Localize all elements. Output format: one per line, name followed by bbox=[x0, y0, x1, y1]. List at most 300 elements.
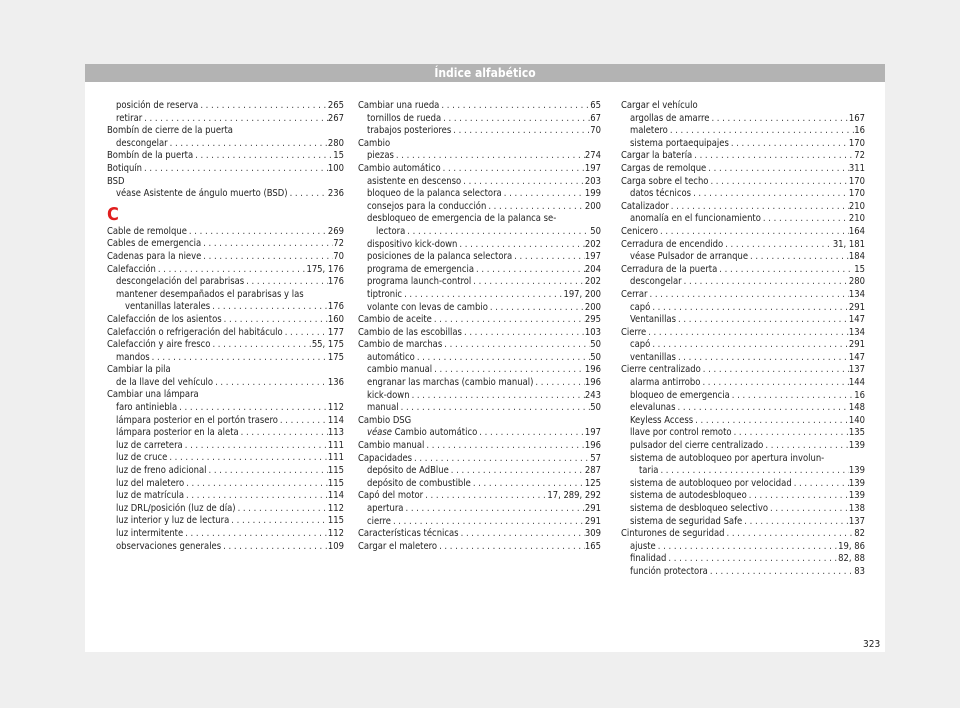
entry-pages: 115 bbox=[327, 515, 344, 527]
entry-term: función protectora bbox=[630, 565, 708, 577]
index-subentry bbox=[621, 339, 865, 352]
dot-leader bbox=[676, 352, 849, 365]
entry-term: véase Asistente de ángulo muerto (BSD) bbox=[116, 188, 288, 200]
dot-leader bbox=[474, 264, 585, 277]
entry-term: descongelación del parabrisas bbox=[116, 276, 245, 288]
entry-pages: 167 bbox=[848, 112, 865, 124]
dot-leader bbox=[171, 364, 344, 377]
dot-leader bbox=[650, 339, 849, 352]
dot-leader bbox=[556, 213, 601, 226]
entry-term: Keyless Access bbox=[630, 414, 694, 426]
entry-pages: 50 bbox=[590, 339, 601, 351]
dot-leader bbox=[441, 113, 590, 126]
dot-leader bbox=[201, 251, 333, 264]
index-subentry bbox=[107, 528, 344, 541]
dot-leader bbox=[432, 314, 585, 327]
entry-term: Calefacción o refrigeración del habitáculo bbox=[107, 326, 283, 338]
index-subentry bbox=[358, 352, 601, 365]
dot-leader bbox=[222, 314, 328, 327]
index-entry bbox=[621, 201, 865, 214]
index-subentry bbox=[107, 465, 344, 478]
entry-pages: 202 bbox=[584, 238, 601, 250]
dot-leader bbox=[451, 125, 590, 138]
entry-term: observaciones generales bbox=[116, 540, 222, 552]
dot-leader bbox=[459, 528, 585, 541]
index-column-1 bbox=[107, 100, 344, 553]
index-subentry bbox=[621, 440, 865, 453]
dot-leader bbox=[402, 289, 563, 302]
entry-term: Cambiar una lámpara bbox=[107, 389, 199, 401]
index-subentry bbox=[621, 314, 865, 327]
entry-pages: 113 bbox=[327, 427, 344, 439]
entry-pages: 200 bbox=[584, 301, 601, 313]
index-entry bbox=[107, 364, 344, 377]
entry-pages: 139 bbox=[848, 490, 865, 502]
index-subentry bbox=[621, 213, 865, 226]
dot-leader bbox=[669, 201, 849, 214]
index-entry bbox=[358, 528, 601, 541]
index-subentry bbox=[358, 364, 601, 377]
index-column-2 bbox=[358, 100, 601, 553]
entry-term: Cambio de marchas bbox=[358, 339, 443, 351]
entry-term: elevalunas bbox=[630, 402, 676, 414]
dot-leader bbox=[201, 238, 333, 251]
dot-leader bbox=[124, 176, 344, 189]
entry-term: Cambio de las escobillas bbox=[358, 326, 462, 338]
dot-leader bbox=[184, 490, 328, 503]
page-title: Índice alfabético bbox=[434, 66, 536, 80]
dot-leader bbox=[168, 138, 328, 151]
entry-term: Cambiar una rueda bbox=[358, 100, 440, 111]
index-subentry bbox=[107, 440, 344, 453]
index-subentry bbox=[358, 125, 601, 138]
index-subentry bbox=[621, 453, 865, 466]
index-subentry bbox=[107, 503, 344, 516]
dot-leader bbox=[477, 427, 585, 440]
entry-pages: 176 bbox=[327, 301, 344, 313]
dot-leader bbox=[233, 125, 344, 138]
entry-term: Bombín de cierre de la puerta bbox=[107, 125, 233, 137]
dot-leader bbox=[187, 226, 328, 239]
index-subentry bbox=[107, 541, 344, 554]
entry-pages: 291 bbox=[848, 339, 865, 351]
entry-term: luz interior y luz de lectura bbox=[116, 515, 230, 527]
page-number: 323 bbox=[863, 639, 881, 650]
entry-pages: 55, 175 bbox=[311, 339, 344, 351]
dot-leader bbox=[488, 302, 585, 315]
index-subentry bbox=[358, 516, 601, 529]
entry-pages: 291 bbox=[584, 515, 601, 527]
index-subentry bbox=[358, 302, 601, 315]
entry-term: Cerrar bbox=[621, 288, 648, 300]
entry-pages: 170 bbox=[848, 137, 865, 149]
index-entry bbox=[621, 528, 865, 541]
dot-leader bbox=[221, 541, 328, 554]
entry-term: programa de emergencia bbox=[367, 263, 474, 275]
entry-pages: 115 bbox=[327, 477, 344, 489]
index-subentry bbox=[621, 251, 865, 264]
entry-term: desbloqueo de emergencia de la palanca se- bbox=[367, 213, 557, 225]
index-subentry bbox=[358, 264, 601, 277]
dot-leader bbox=[486, 201, 585, 214]
entry-term: mantener desempañados el parabrisas y las bbox=[116, 288, 304, 300]
entry-term: piezas bbox=[367, 150, 394, 162]
entry-pages: 184 bbox=[848, 251, 865, 263]
entry-pages: 287 bbox=[584, 465, 601, 477]
entry-term: lectora bbox=[376, 225, 406, 237]
entry-pages: 197 bbox=[584, 427, 601, 439]
entry-pages: 50 bbox=[590, 225, 601, 237]
index-subentry bbox=[107, 138, 344, 151]
index-subentry bbox=[358, 465, 601, 478]
dot-leader bbox=[423, 490, 547, 503]
entry-pages: 175, 176 bbox=[306, 263, 344, 275]
entry-pages: 199 bbox=[584, 188, 601, 200]
index-subentry bbox=[621, 302, 865, 315]
entry-term: Calefacción de los asientos bbox=[107, 313, 222, 325]
index-page bbox=[85, 64, 885, 652]
entry-term: sistema de desbloqueo selectivo bbox=[630, 503, 769, 514]
entry-term: Bombín de la puerta bbox=[107, 150, 194, 162]
entry-pages: 115 bbox=[327, 465, 344, 477]
index-entry bbox=[621, 327, 865, 340]
entry-pages: 72 bbox=[854, 150, 865, 162]
entry-pages: 170 bbox=[848, 175, 865, 187]
entry-pages: 210 bbox=[848, 200, 865, 212]
dot-leader bbox=[424, 440, 584, 453]
dot-leader bbox=[462, 327, 585, 340]
entry-term: Cargar el maletero bbox=[358, 540, 438, 552]
dot-leader bbox=[412, 453, 590, 466]
entry-term: faro antiniebla bbox=[116, 402, 178, 414]
entry-term: alarma antirrobo bbox=[630, 377, 701, 389]
dot-leader bbox=[457, 239, 585, 252]
entry-pages: 134 bbox=[848, 288, 865, 300]
index-subentry bbox=[621, 478, 865, 491]
index-subentry bbox=[621, 465, 865, 478]
entry-pages: 196 bbox=[584, 364, 601, 376]
entry-term: taria bbox=[639, 465, 659, 477]
dot-leader bbox=[441, 163, 585, 176]
dot-leader bbox=[213, 377, 328, 390]
entry-pages: 265 bbox=[327, 100, 344, 111]
dot-leader bbox=[792, 478, 849, 491]
entry-pages: 267 bbox=[327, 112, 344, 124]
dot-leader bbox=[723, 239, 833, 252]
entry-term: ventanillas bbox=[630, 351, 676, 363]
dot-leader bbox=[304, 289, 344, 302]
dot-leader bbox=[288, 188, 328, 201]
dot-leader bbox=[439, 100, 590, 113]
index-subentry bbox=[358, 427, 601, 440]
dot-leader bbox=[709, 113, 848, 126]
dot-leader bbox=[199, 389, 344, 402]
dot-leader bbox=[142, 113, 328, 126]
dot-leader bbox=[278, 415, 328, 428]
entry-term: Cambio automático bbox=[394, 427, 478, 439]
entry-term: descongelar bbox=[116, 137, 168, 149]
index-entry bbox=[107, 150, 344, 163]
entry-term: luz de matrícula bbox=[116, 490, 185, 502]
index-subentry bbox=[358, 289, 601, 302]
index-entry bbox=[621, 163, 865, 176]
entry-pages: 111 bbox=[327, 452, 344, 464]
entry-term: Capacidades bbox=[358, 452, 413, 464]
dot-leader bbox=[824, 453, 865, 466]
entry-pages: 197 bbox=[584, 162, 601, 174]
dot-leader bbox=[193, 150, 333, 163]
index-subentry bbox=[621, 503, 865, 516]
entry-term: posiciones de la palanca selectora bbox=[367, 251, 513, 263]
index-subentry bbox=[358, 150, 601, 163]
entry-term: apertura bbox=[367, 503, 404, 514]
index-subentry bbox=[358, 188, 601, 201]
entry-term: Cable de remolque bbox=[107, 225, 187, 237]
index-subentry bbox=[621, 125, 865, 138]
index-entry bbox=[621, 150, 865, 163]
entry-pages: 125 bbox=[584, 477, 601, 489]
entry-term: manual bbox=[367, 402, 399, 414]
index-subentry bbox=[107, 402, 344, 415]
index-subentry bbox=[621, 427, 865, 440]
entry-term: tornillos de rueda bbox=[367, 112, 442, 124]
index-subentry bbox=[107, 100, 344, 113]
dot-leader bbox=[742, 516, 849, 529]
entry-pages: 114 bbox=[327, 414, 344, 426]
dot-leader bbox=[763, 440, 849, 453]
index-subentry bbox=[107, 301, 344, 314]
entry-term: Cambio de aceite bbox=[358, 314, 432, 326]
index-subentry bbox=[358, 176, 601, 189]
dot-leader bbox=[411, 415, 601, 428]
dot-leader bbox=[432, 364, 585, 377]
dot-leader bbox=[177, 402, 328, 415]
entry-term: Cambio automático bbox=[358, 162, 441, 174]
dot-leader bbox=[394, 150, 585, 163]
entry-term: Cadenas para la nieve bbox=[107, 250, 202, 262]
entry-pages: 295 bbox=[584, 314, 601, 326]
dot-leader bbox=[646, 327, 849, 340]
entry-pages: 203 bbox=[584, 175, 601, 187]
index-subentry bbox=[107, 415, 344, 428]
index-subentry bbox=[358, 377, 601, 390]
dot-leader bbox=[207, 465, 328, 478]
entry-term: luz de carretera bbox=[116, 439, 183, 451]
index-entry bbox=[358, 415, 601, 428]
entry-term: Cierre bbox=[621, 326, 647, 338]
section-letter: C bbox=[107, 203, 119, 225]
entry-term: consejos para la conducción bbox=[367, 200, 487, 212]
entry-pages: 50 bbox=[590, 402, 601, 414]
dot-leader bbox=[239, 427, 328, 440]
index-subentry bbox=[107, 289, 344, 302]
entry-pages: 70 bbox=[333, 250, 344, 262]
entry-term: capó bbox=[630, 301, 651, 313]
entry-pages: 109 bbox=[327, 540, 344, 552]
index-entry bbox=[621, 226, 865, 239]
entry-pages: 19, 86 bbox=[838, 540, 865, 552]
dot-leader bbox=[391, 516, 585, 529]
index-entry bbox=[621, 364, 865, 377]
entry-term: Cambiar la pila bbox=[107, 364, 171, 376]
entry-pages: 160 bbox=[327, 313, 344, 325]
entry-term: sistema de autobloqueo por apertura involun- bbox=[630, 452, 825, 464]
entry-term: tiptronic bbox=[367, 288, 403, 300]
index-subentry bbox=[358, 239, 601, 252]
dot-leader bbox=[747, 490, 849, 503]
entry-pages: 112 bbox=[327, 502, 344, 514]
entry-pages: 144 bbox=[848, 377, 865, 389]
index-subentry bbox=[107, 113, 344, 126]
dot-leader bbox=[666, 553, 838, 566]
entry-pages: 139 bbox=[848, 440, 865, 452]
entry-pages: 15 bbox=[333, 150, 344, 162]
entry-term: kick-down bbox=[367, 389, 410, 401]
index-subentry bbox=[621, 415, 865, 428]
index-subentry bbox=[358, 402, 601, 415]
entry-pages: 70 bbox=[590, 125, 601, 137]
dot-leader bbox=[708, 566, 854, 579]
index-subentry bbox=[621, 276, 865, 289]
entry-pages: 67 bbox=[590, 112, 601, 124]
dot-leader bbox=[150, 352, 328, 365]
index-subentry bbox=[621, 553, 865, 566]
dot-leader bbox=[167, 452, 328, 465]
index-entry bbox=[621, 289, 865, 302]
dot-leader bbox=[198, 100, 328, 113]
entry-term: lámpara posterior en la aleta bbox=[116, 427, 239, 439]
entry-term: Calefacción y aire fresco bbox=[107, 339, 211, 351]
entry-pages: 134 bbox=[848, 326, 865, 338]
entry-term: sistema de autobloqueo por velocidad bbox=[630, 477, 792, 489]
index-subentry bbox=[107, 276, 344, 289]
index-entry bbox=[107, 176, 344, 189]
index-subentry bbox=[358, 226, 601, 239]
entry-term: trabajos posteriores bbox=[367, 125, 452, 137]
entry-pages: 291 bbox=[848, 301, 865, 313]
entry-pages: 177 bbox=[327, 326, 344, 338]
dot-leader bbox=[691, 188, 849, 201]
entry-term: Cambio manual bbox=[358, 440, 425, 452]
entry-term: de la llave del vehículo bbox=[116, 376, 214, 388]
index-entry bbox=[358, 453, 601, 466]
index-subentry bbox=[621, 352, 865, 365]
entry-pages: 148 bbox=[848, 402, 865, 414]
entry-term: sistema de seguridad Safe bbox=[630, 515, 743, 527]
entry-term: véase Pulsador de arranque bbox=[630, 251, 749, 263]
dot-leader bbox=[732, 427, 849, 440]
entry-pages: 147 bbox=[848, 351, 865, 363]
entry-pages: 243 bbox=[584, 389, 601, 401]
index-subentry bbox=[621, 188, 865, 201]
entry-term: cambio manual bbox=[367, 364, 433, 376]
entry-term: pulsador del cierre centralizado bbox=[630, 440, 764, 452]
dot-leader bbox=[692, 150, 854, 163]
dot-leader bbox=[676, 314, 849, 327]
entry-pages: 82 bbox=[854, 528, 865, 540]
entry-term: Cargar el vehículo bbox=[621, 100, 698, 111]
entry-pages: 139 bbox=[848, 477, 865, 489]
entry-term: Calefacción bbox=[107, 263, 156, 275]
entry-term: bloqueo de la palanca selectora bbox=[367, 188, 502, 200]
dot-leader bbox=[244, 276, 328, 289]
index-subentry bbox=[358, 276, 601, 289]
index-subentry bbox=[107, 427, 344, 440]
index-subentry bbox=[358, 113, 601, 126]
dot-leader bbox=[682, 276, 849, 289]
entry-pages: 200 bbox=[584, 200, 601, 212]
entry-pages: 204 bbox=[584, 263, 601, 275]
dot-leader bbox=[729, 138, 849, 151]
dot-leader bbox=[449, 465, 585, 478]
entry-term: anomalía en el funcionamiento bbox=[630, 213, 761, 225]
entry-term: Ventanillas bbox=[630, 314, 676, 326]
entry-pages: 196 bbox=[584, 377, 601, 389]
entry-pages: 112 bbox=[327, 402, 344, 414]
entry-term: Características técnicas bbox=[358, 528, 459, 540]
entry-pages: 165 bbox=[584, 540, 601, 552]
entry-pages: 170 bbox=[848, 188, 865, 200]
entry-pages: 31, 181 bbox=[832, 238, 865, 250]
entry-pages: 16 bbox=[854, 125, 865, 137]
dot-leader bbox=[698, 100, 865, 113]
entry-pages: 83 bbox=[854, 565, 865, 577]
entry-term: Cerradura de encendido bbox=[621, 238, 724, 250]
entry-term: ajuste bbox=[630, 540, 656, 552]
index-subentry bbox=[358, 390, 601, 403]
entry-term: maletero bbox=[630, 125, 668, 137]
entry-term: capó bbox=[630, 339, 651, 351]
index-subentry bbox=[621, 541, 865, 554]
index-entry bbox=[358, 339, 601, 352]
entry-pages: 16 bbox=[854, 389, 865, 401]
dot-leader bbox=[142, 163, 328, 176]
entry-pages: 196 bbox=[584, 440, 601, 452]
dot-leader bbox=[229, 515, 328, 528]
index-subentry bbox=[107, 377, 344, 390]
dot-leader bbox=[730, 390, 855, 403]
entry-pages: 164 bbox=[848, 225, 865, 237]
entry-pages: 280 bbox=[327, 137, 344, 149]
index-column-3 bbox=[621, 100, 865, 579]
dot-leader bbox=[210, 301, 328, 314]
entry-term: Cinturones de seguridad bbox=[621, 528, 725, 540]
entry-pages: 210 bbox=[848, 213, 865, 225]
index-entry bbox=[107, 327, 344, 340]
entry-term: lámpara posterior en el portón trasero bbox=[116, 414, 278, 426]
entry-term: posición de reserva bbox=[116, 100, 199, 111]
entry-pages: 139 bbox=[848, 465, 865, 477]
dot-leader bbox=[210, 339, 311, 352]
entry-term: Cierre centralizado bbox=[621, 364, 701, 376]
index-entry bbox=[358, 314, 601, 327]
index-subentry bbox=[107, 452, 344, 465]
entry-pages: 269 bbox=[327, 225, 344, 237]
entry-term: argollas de amarre bbox=[630, 112, 710, 124]
dot-leader bbox=[701, 364, 849, 377]
index-entry bbox=[358, 490, 601, 503]
dot-leader bbox=[461, 176, 585, 189]
entry-term: mandos bbox=[116, 351, 150, 363]
dot-leader bbox=[403, 503, 584, 516]
entry-term: programa launch-control bbox=[367, 276, 472, 288]
entry-pages: 15 bbox=[854, 263, 865, 275]
dot-leader bbox=[656, 541, 838, 554]
dot-leader bbox=[650, 302, 849, 315]
entry-term: Cargar la batería bbox=[621, 150, 693, 162]
dot-leader bbox=[708, 176, 848, 189]
entry-term: llave por control remoto bbox=[630, 427, 732, 439]
